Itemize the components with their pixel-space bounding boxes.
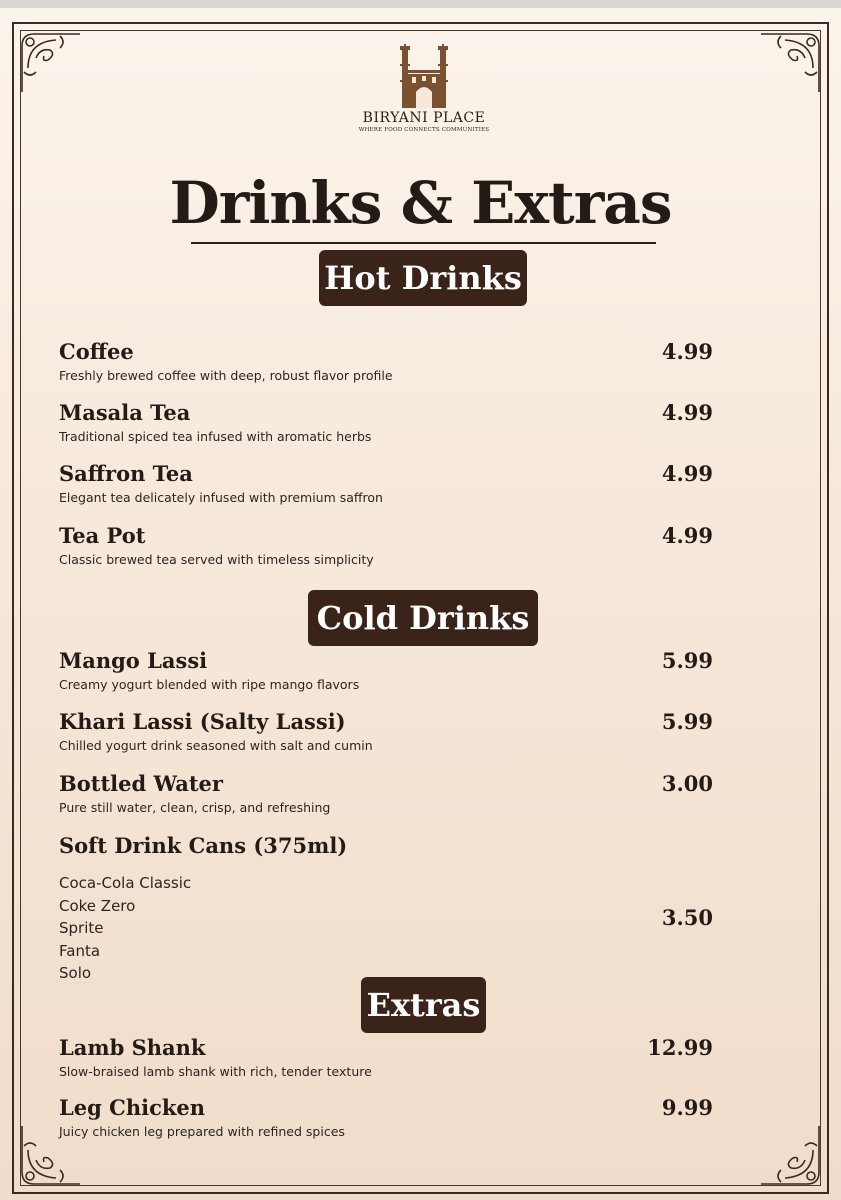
menu-page <box>0 8 841 1200</box>
menu-item <box>59 461 719 505</box>
item-name: Saffron Tea <box>59 461 193 486</box>
ornamental-corner-icon <box>755 1120 825 1190</box>
list-item: Solo <box>59 964 92 982</box>
item-name: Bottled Water <box>59 771 223 796</box>
item-price: 12.99 <box>647 1035 713 1060</box>
item-name: Lamb Shank <box>59 1035 206 1060</box>
item-name: Soft Drink Cans (375ml) <box>59 833 348 858</box>
list-item: Fanta <box>59 941 101 960</box>
menu-item <box>59 709 719 753</box>
section-header-extras: Extras <box>361 977 486 1033</box>
ornamental-corner-icon <box>16 28 86 98</box>
brand-logo <box>352 44 496 133</box>
item-price: 9.99 <box>661 1095 713 1120</box>
item-price: 3.00 <box>661 771 713 796</box>
item-description: Slow-braised lamb shank with rich, tender texture <box>59 1064 372 1079</box>
menu-item <box>59 771 719 815</box>
item-description: Creamy yogurt blended with ripe mango flavors <box>59 677 360 692</box>
list-item: Sprite <box>59 919 104 937</box>
charminar-logo-icon <box>400 44 448 108</box>
item-price: 4.99 <box>661 400 713 425</box>
item-name: Tea Pot <box>59 523 146 548</box>
item-description: Juicy chicken leg prepared with refined spices <box>59 1124 345 1139</box>
item-description: Freshly brewed coffee with deep, robust flavor profile <box>59 368 393 383</box>
item-price: 5.99 <box>661 648 713 673</box>
menu-item <box>59 339 719 383</box>
page-title: Drinks & Extras <box>169 169 672 237</box>
brand-name: BIRYANI PLACE <box>362 110 486 126</box>
item-name: Masala Tea <box>59 400 191 425</box>
item-description: Elegant tea delicately infused with premium saffron <box>59 490 383 505</box>
item-description: Traditional spiced tea infused with aromatic herbs <box>59 429 372 444</box>
item-name: Leg Chicken <box>59 1095 206 1120</box>
item-price: 4.99 <box>661 339 713 364</box>
item-price: 5.99 <box>661 709 713 734</box>
item-name: Khari Lassi (Salty Lassi) <box>59 709 346 734</box>
brand-tagline: WHERE FOOD CONNECTS COMMUNITIES <box>358 127 490 133</box>
item-name: Coffee <box>59 339 134 364</box>
title-divider <box>191 242 656 244</box>
item-name: Mango Lassi <box>59 648 208 673</box>
menu-item <box>59 400 719 444</box>
menu-item <box>59 833 719 859</box>
menu-item <box>59 1035 719 1079</box>
item-description: Chilled yogurt drink seasoned with salt and cumin <box>59 738 373 753</box>
item-price: 4.99 <box>661 523 713 548</box>
item-price: 4.99 <box>661 461 713 486</box>
soft-drink-options <box>59 872 191 985</box>
section-header-cold-drinks: Cold Drinks <box>308 590 538 646</box>
menu-item <box>59 523 719 567</box>
ornamental-corner-icon <box>755 28 825 98</box>
item-description: Pure still water, clean, crisp, and refreshing <box>59 800 331 815</box>
item-price: 3.50 <box>661 905 713 930</box>
menu-item <box>59 648 719 692</box>
list-item: Coke Zero <box>59 896 136 915</box>
menu-item <box>59 1095 719 1139</box>
section-header-hot-drinks: Hot Drinks <box>319 250 527 306</box>
item-description: Classic brewed tea served with timeless simplicity <box>59 552 374 567</box>
list-item: Coca-Cola Classic <box>59 874 192 892</box>
